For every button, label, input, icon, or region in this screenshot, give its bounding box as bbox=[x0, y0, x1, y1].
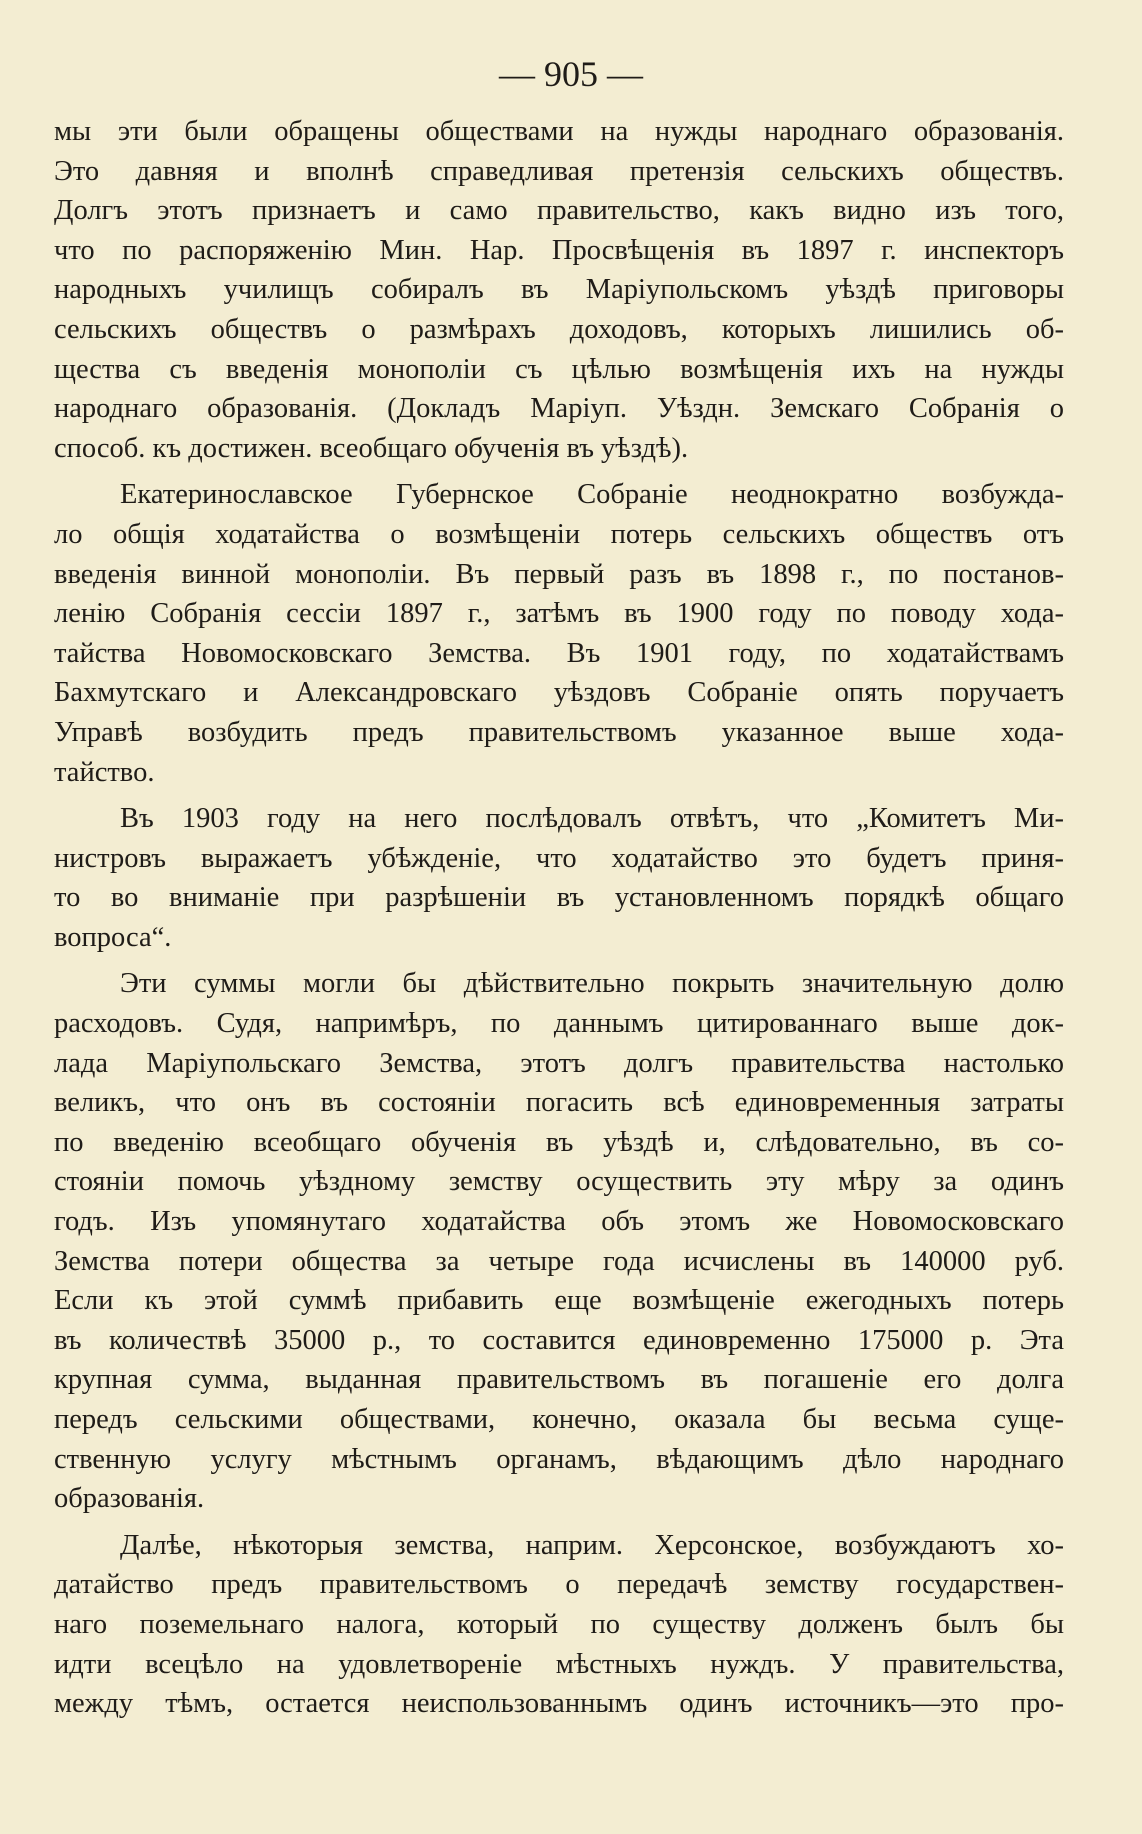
text-line: Бахмутскаго и Александровскаго уѣздовъ Собраніе опять поручаетъ bbox=[54, 677, 1064, 709]
text-line: Далѣе, нѣкоторыя земства, наприм. Херсонское, возбуждаютъ хо- bbox=[120, 1529, 1064, 1561]
text-line: лада Маріупольскаго Земства, этотъ долгъ правительства настолько bbox=[54, 1047, 1064, 1079]
page-number: — 905 — bbox=[499, 54, 643, 94]
text-line: Если къ этой суммѣ прибавить еще возмѣщеніе ежегодныхъ потерь bbox=[54, 1285, 1064, 1317]
text-line: народнаго образованія. (Докладъ Маріуп. Уѣздн. Земскаго Собранія о bbox=[54, 393, 1064, 425]
text-line: Это давняя и вполнѣ справедливая претензія сельскихъ обществъ. bbox=[54, 155, 1064, 187]
paragraph-1 bbox=[54, 112, 1064, 468]
text-line: ленію Собранія сессіи 1897 г., затѣмъ въ 1900 году по поводу хода- bbox=[54, 598, 1064, 630]
text-line: расходовъ. Судя, напримѣръ, по даннымъ цитированнаго выше док- bbox=[54, 1008, 1064, 1040]
paragraph-5 bbox=[54, 1526, 1064, 1724]
text-line: Эти суммы могли бы дѣйствительно покрыть значительную долю bbox=[120, 968, 1064, 1000]
text-line: способ. къ достижен. всеобщаго обученія въ уѣздѣ). bbox=[54, 432, 689, 464]
text-line: сельскихъ обществъ о размѣрахъ доходовъ, которыхъ лишились об- bbox=[54, 313, 1064, 345]
text-line: введенія винной монополіи. Въ первый разъ въ 1898 г., по постанов- bbox=[54, 558, 1064, 590]
text-line: тайство. bbox=[54, 756, 155, 788]
text-line: щества съ введенія монополіи съ цѣлью возмѣщенія ихъ на нужды bbox=[54, 353, 1064, 385]
paragraph-2 bbox=[54, 475, 1064, 792]
text-line: ственную услугу мѣстнымъ органамъ, вѣдающимъ дѣло народнаго bbox=[54, 1443, 1064, 1475]
text-line: Долгъ этотъ признаетъ и само правительство, какъ видно изъ того, bbox=[54, 195, 1064, 227]
text-line: вопроса“. bbox=[54, 921, 172, 953]
text-line: нистровъ выражаетъ убѣжденіе, что ходатайство это будетъ приня- bbox=[54, 842, 1064, 874]
paragraph-3 bbox=[54, 799, 1064, 957]
text-line: великъ, что онъ въ состояніи погасить всѣ единовременныя затраты bbox=[54, 1087, 1064, 1119]
text-line: ло общія ходатайства о возмѣщеніи потерь сельскихъ обществъ отъ bbox=[54, 518, 1064, 550]
paragraph-4 bbox=[54, 964, 1064, 1518]
text-line: по введенію всеобщаго обученія въ уѣздѣ и, слѣдовательно, въ со- bbox=[54, 1126, 1064, 1158]
text-line: Въ 1903 году на него послѣдовалъ отвѣтъ, что „Комитетъ Ми- bbox=[120, 803, 1064, 835]
text-line: передъ сельскими обществами, конечно, оказала бы весьма суще- bbox=[54, 1404, 1064, 1435]
text-line: годъ. Изъ упомянутаго ходатайства объ этомъ же Новомосковскаго bbox=[54, 1206, 1064, 1238]
text-line: то во вниманіе при разрѣшеніи въ установленномъ порядкѣ общаго bbox=[54, 882, 1064, 914]
text-line: образованія. bbox=[54, 1483, 205, 1515]
text-line: мы эти были обращены обществами на нужды народнаго образованія. bbox=[54, 116, 1064, 147]
text-line: идти всецѣло на удовлетвореніе мѣстныхъ нуждъ. У правительства, bbox=[54, 1648, 1064, 1680]
text-line: народныхъ училищъ собиралъ въ Маріупольскомъ уѣздѣ приговоры bbox=[54, 274, 1064, 306]
text-line: крупная сумма, выданная правительствомъ въ погашеніе его долга bbox=[54, 1364, 1064, 1396]
text-line: датайство предъ правительствомъ о передачѣ земству государствен- bbox=[54, 1569, 1064, 1601]
text-line: Земства потери общества за четыре года исчислены въ 140000 руб. bbox=[54, 1245, 1064, 1277]
text-line: между тѣмъ, остается неиспользованнымъ одинъ источникъ—это про- bbox=[54, 1688, 1064, 1720]
text-line: Екатеринославское Губернское Собраніе неоднократно возбужда- bbox=[120, 479, 1064, 511]
text-line: въ количествѣ 35000 р., то составится единовременно 175000 р. Эта bbox=[54, 1324, 1064, 1356]
text-line: что по распоряженію Мин. Нар. Просвѣщенія въ 1897 г. инспекторъ bbox=[54, 234, 1064, 266]
text-line: стояніи помочь уѣздному земству осуществить эту мѣру за одинъ bbox=[54, 1166, 1064, 1198]
text-line: тайства Новомосковскаго Земства. Въ 1901 году, по ходатайствамъ bbox=[54, 637, 1064, 669]
text-line: Управѣ возбудить предъ правительствомъ указанное выше хода- bbox=[54, 716, 1064, 748]
text-line: наго поземельнаго налога, который по существу долженъ былъ бы bbox=[54, 1608, 1064, 1640]
